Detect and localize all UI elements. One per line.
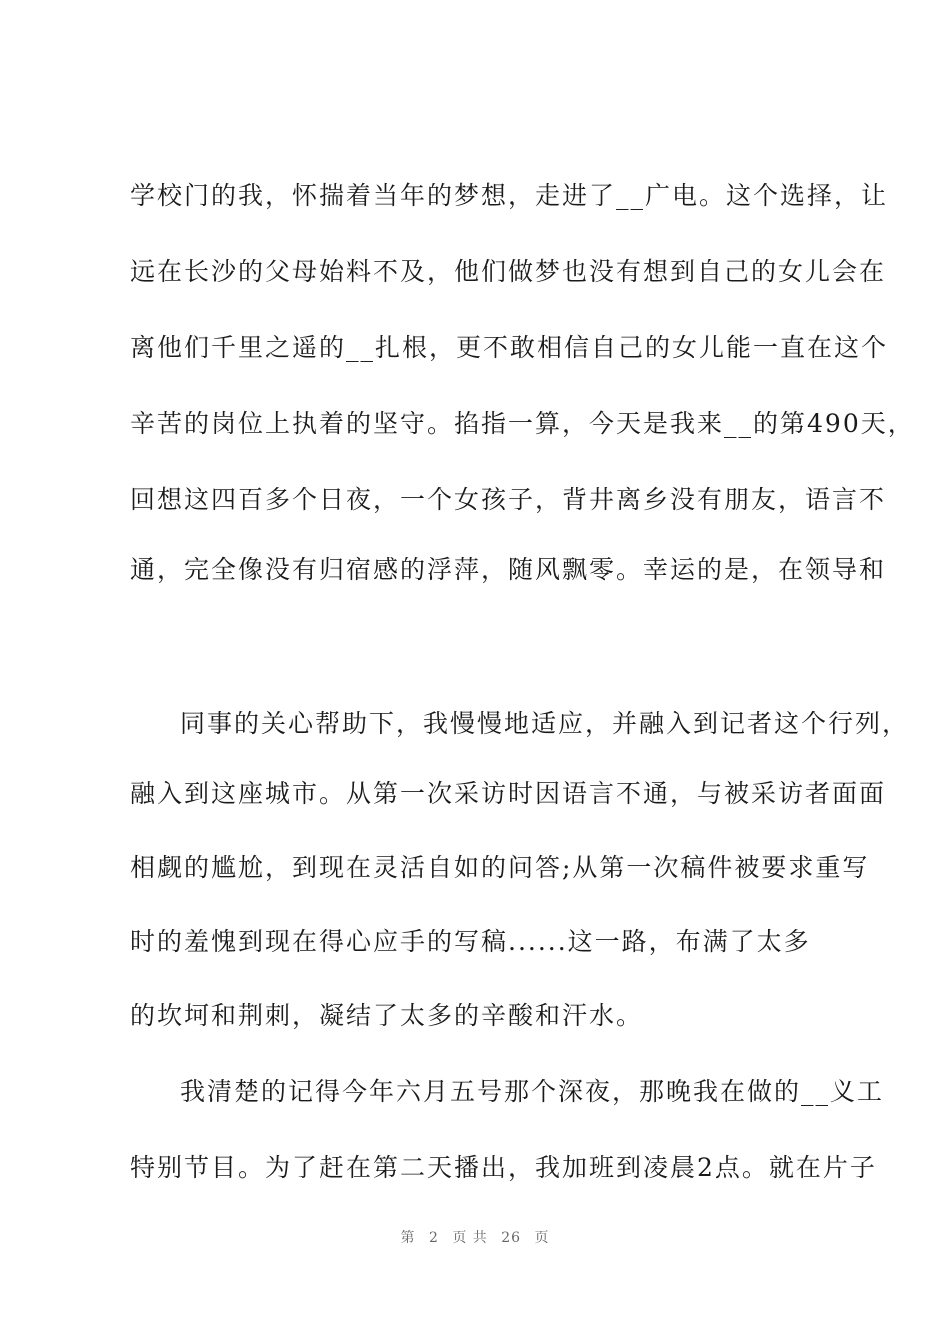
footer-current-page: 2	[428, 1230, 439, 1246]
paragraph-1-line-6: 通，完全像没有归宿感的浮萍，随风飘零。幸运的是，在领导和	[130, 555, 887, 584]
paragraph-1-line-1: 学校门的我，怀揣着当年的梦想，走进了__广电。这个选择，让	[130, 181, 889, 210]
paragraph-1-line-4: 辛苦的岗位上执着的坚守。掐指一算，今天是我来__的第490天，	[130, 409, 915, 438]
footer-page-label: 第	[400, 1230, 416, 1246]
page-footer	[0, 1227, 950, 1247]
paragraph-2-line-2: 融入到这座城市。从第一次采访时因语言不通，与被采访者面面	[130, 779, 887, 808]
paragraph-2-line-3: 相觑的尴尬，到现在灵活自如的问答;从第一次稿件被要求重写	[130, 853, 870, 882]
paragraph-3-line-1: 我清楚的记得今年六月五号那个深夜，那晚我在做的__义工	[180, 1077, 885, 1106]
paragraph-2-line-4: 时的羞愧到现在得心应手的写稿......这一路，布满了太多	[130, 927, 811, 956]
paragraph-1-line-2: 远在长沙的父母始料不及，他们做梦也没有想到自己的女儿会在	[130, 257, 887, 286]
paragraph-3-line-2: 特别节目。为了赶在第二天播出，我加班到凌晨2点。就在片子	[130, 1153, 877, 1182]
footer-of-label: 页 共	[452, 1230, 488, 1246]
footer-total-pages: 26	[501, 1230, 522, 1246]
paragraph-1-line-3: 离他们千里之遥的__扎根，更不敢相信自己的女儿能一直在这个	[130, 333, 889, 362]
paragraph-2-line-1: 同事的关心帮助下，我慢慢地适应，并融入到记者这个行列，	[180, 709, 910, 738]
paragraph-1-line-5: 回想这四百多个日夜，一个女孩子，背井离乡没有朋友，语言不	[130, 485, 887, 514]
paragraph-2-line-5: 的坎坷和荆刺，凝结了太多的辛酸和汗水。	[130, 1001, 644, 1030]
footer-end-label: 页	[534, 1230, 550, 1246]
